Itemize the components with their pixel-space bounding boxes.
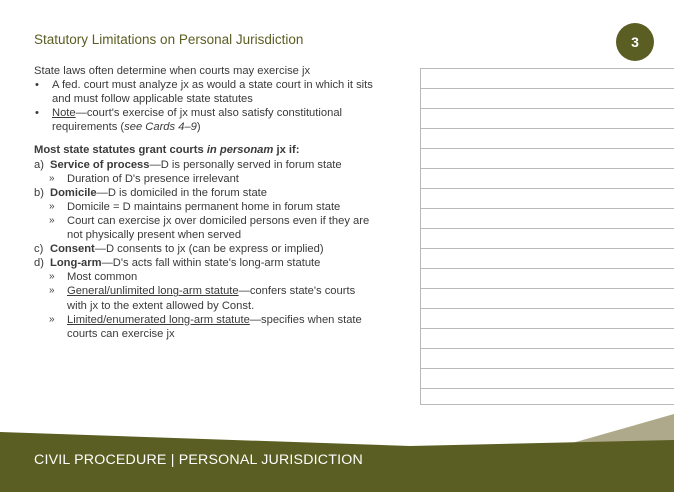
intro-lead: State laws often determine when courts may exercise jx: [34, 65, 311, 77]
heading-text: Most state statutes grant courts: [34, 144, 207, 157]
item-label: c): [34, 243, 44, 256]
chevron-double-icon: »: [49, 313, 55, 325]
item-text: —D consents to jx (can be express or implied): [94, 243, 324, 256]
note-label: Note: [52, 107, 76, 120]
note-text: requirements (: [52, 121, 125, 134]
item-text: —D is personally served in forum state: [149, 158, 342, 171]
heading-term: in personam: [206, 144, 274, 157]
item-term: Domicile: [50, 186, 97, 199]
item-label: d): [34, 257, 44, 270]
chevron-double-icon: »: [49, 271, 55, 283]
heading-text: jx if:: [273, 144, 300, 157]
sub-item-text: courts can exercise jx: [67, 327, 175, 340]
chevron-double-icon: »: [49, 200, 55, 212]
item-text: —D is domiciled in the forum state: [96, 186, 268, 199]
sub-item-text: —specifies when state: [249, 313, 362, 326]
sub-item-text: Most common: [67, 271, 138, 284]
note-text: ): [196, 121, 201, 134]
list-item-text: and must follow applicable state statutes: [52, 93, 253, 106]
note-text: —court's exercise of jx must also satisfy constitutional: [75, 107, 343, 120]
sub-item-text: Court can exercise jx over domiciled persons even if they are: [67, 214, 370, 227]
chevron-double-icon: »: [49, 214, 55, 226]
sub-item-text: —confers state's courts: [238, 285, 356, 298]
statute-term: Limited/enumerated long-arm statute: [67, 313, 250, 326]
item-label: b): [34, 186, 44, 199]
sub-item-text: Domicile = D maintains permanent home in forum state: [67, 200, 341, 213]
item-text: —D's acts fall within state's long-arm statute: [101, 257, 321, 270]
list-item-text: A fed. court must analyze jx as would a state court in which it sits: [52, 79, 373, 92]
sub-item-text: Duration of D's presence irrelevant: [67, 172, 239, 185]
sub-item-text: not physically present when served: [67, 229, 242, 242]
item-term: Long-arm: [50, 257, 102, 270]
statute-term: General/unlimited long-arm statute: [67, 285, 239, 298]
bullet-icon: •: [35, 79, 39, 92]
page-title: Statutory Limitations on Personal Jurisdiction: [34, 32, 304, 47]
chevron-double-icon: »: [49, 172, 55, 184]
chevron-double-icon: »: [49, 285, 55, 297]
page-number-badge: 3: [616, 23, 654, 61]
sub-item-text: with jx to the extent allowed by Const.: [67, 299, 255, 312]
item-label: a): [34, 158, 44, 171]
footer-title: CIVIL PROCEDURE | PERSONAL JURISDICTION: [34, 452, 363, 468]
bullet-icon: •: [35, 107, 39, 120]
card-reference: see Cards 4–9: [124, 121, 197, 134]
item-term: Service of process: [50, 158, 150, 171]
item-term: Consent: [50, 243, 95, 256]
